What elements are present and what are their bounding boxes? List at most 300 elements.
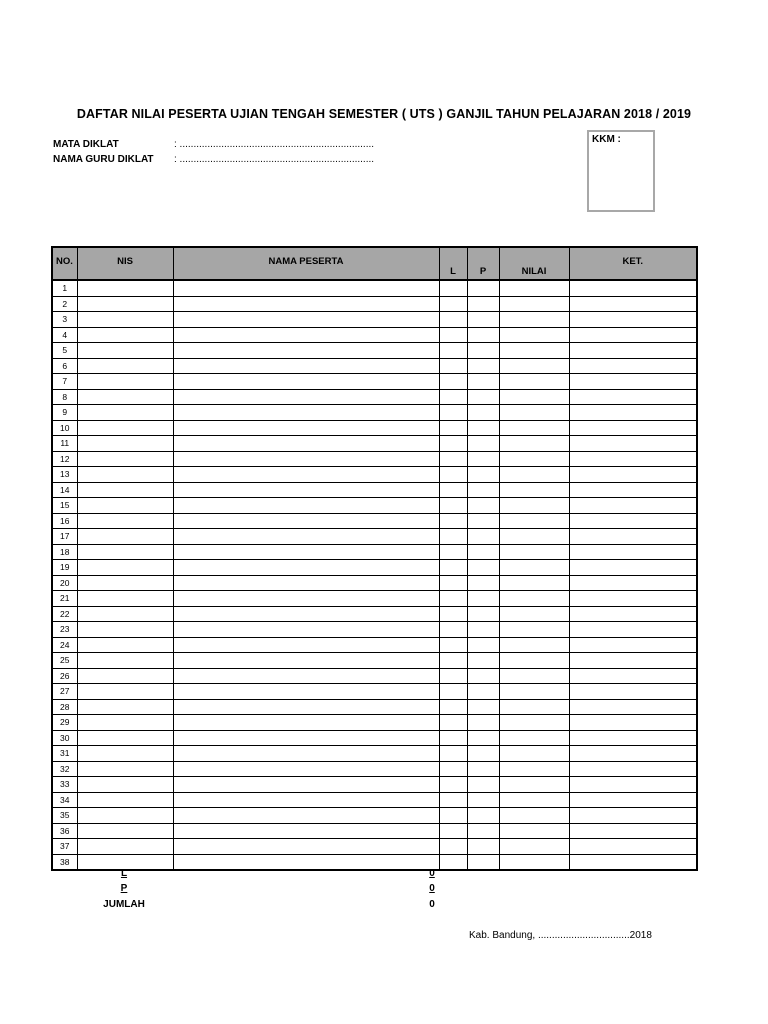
row-number: 8 xyxy=(52,389,77,405)
nama-peserta-cell xyxy=(173,358,439,374)
table-row xyxy=(52,560,697,576)
l-cell xyxy=(439,482,467,498)
nis-cell xyxy=(77,746,173,762)
nilai-cell xyxy=(499,513,569,529)
nama-peserta-cell xyxy=(173,482,439,498)
nama-peserta-cell xyxy=(173,529,439,545)
nilai-cell xyxy=(499,498,569,514)
p-cell xyxy=(467,280,499,296)
header-ket: KET. xyxy=(569,247,697,280)
row-number: 15 xyxy=(52,498,77,514)
nama-peserta-cell xyxy=(173,715,439,731)
row-number: 30 xyxy=(52,730,77,746)
p-cell xyxy=(467,792,499,808)
nama-peserta-cell xyxy=(173,343,439,359)
row-number: 31 xyxy=(52,746,77,762)
ket-cell xyxy=(569,761,697,777)
row-number: 23 xyxy=(52,622,77,638)
p-cell xyxy=(467,854,499,870)
nis-cell xyxy=(77,280,173,296)
l-cell xyxy=(439,606,467,622)
ket-cell xyxy=(569,405,697,421)
ket-cell xyxy=(569,622,697,638)
ket-cell xyxy=(569,699,697,715)
row-number: 10 xyxy=(52,420,77,436)
nis-cell xyxy=(77,839,173,855)
nis-cell xyxy=(77,591,173,607)
l-cell xyxy=(439,823,467,839)
place-date: Kab. Bandung, .................................2018 xyxy=(469,930,652,941)
nilai-cell xyxy=(499,591,569,607)
l-cell xyxy=(439,699,467,715)
field-value: : ...................................................................... xyxy=(174,154,375,165)
nilai-cell xyxy=(499,699,569,715)
table-row xyxy=(52,420,697,436)
ket-cell xyxy=(569,374,697,390)
l-cell xyxy=(439,280,467,296)
nilai-cell xyxy=(499,280,569,296)
table-row xyxy=(52,482,697,498)
nis-cell xyxy=(77,699,173,715)
p-cell xyxy=(467,343,499,359)
l-cell xyxy=(439,451,467,467)
ket-cell xyxy=(569,854,697,870)
l-cell xyxy=(439,777,467,793)
p-cell xyxy=(467,560,499,576)
nilai-cell xyxy=(499,374,569,390)
nis-cell xyxy=(77,529,173,545)
nama-peserta-cell xyxy=(173,637,439,653)
l-cell xyxy=(439,374,467,390)
table-header-row xyxy=(52,247,697,280)
table-row xyxy=(52,637,697,653)
nama-peserta-cell xyxy=(173,436,439,452)
ket-cell xyxy=(569,467,697,483)
l-cell xyxy=(439,684,467,700)
nama-peserta-cell xyxy=(173,560,439,576)
p-cell xyxy=(467,622,499,638)
row-number: 7 xyxy=(52,374,77,390)
nis-cell xyxy=(77,668,173,684)
table-row xyxy=(52,839,697,855)
nama-peserta-cell xyxy=(173,653,439,669)
nama-peserta-cell xyxy=(173,467,439,483)
row-number: 28 xyxy=(52,699,77,715)
l-cell xyxy=(439,653,467,669)
l-cell xyxy=(439,560,467,576)
l-cell xyxy=(439,467,467,483)
p-cell xyxy=(467,498,499,514)
table-row xyxy=(52,591,697,607)
nama-peserta-cell xyxy=(173,374,439,390)
table-row xyxy=(52,792,697,808)
p-cell xyxy=(467,839,499,855)
nama-peserta-cell xyxy=(173,296,439,312)
row-number: 26 xyxy=(52,668,77,684)
p-cell xyxy=(467,761,499,777)
nis-cell xyxy=(77,296,173,312)
nama-peserta-cell xyxy=(173,575,439,591)
row-number: 22 xyxy=(52,606,77,622)
nama-peserta-cell xyxy=(173,761,439,777)
table-row xyxy=(52,684,697,700)
nilai-cell xyxy=(499,296,569,312)
nama-peserta-cell xyxy=(173,312,439,328)
nama-peserta-cell xyxy=(173,684,439,700)
nis-cell xyxy=(77,312,173,328)
nis-cell xyxy=(77,374,173,390)
nis-cell xyxy=(77,436,173,452)
l-cell xyxy=(439,420,467,436)
nama-peserta-cell xyxy=(173,389,439,405)
table-row xyxy=(52,746,697,762)
score-table xyxy=(51,246,698,871)
nis-cell xyxy=(77,389,173,405)
row-number: 12 xyxy=(52,451,77,467)
ket-cell xyxy=(569,513,697,529)
table-row xyxy=(52,327,697,343)
nilai-cell xyxy=(499,327,569,343)
nis-cell xyxy=(77,420,173,436)
table-row xyxy=(52,436,697,452)
p-cell xyxy=(467,420,499,436)
nilai-cell xyxy=(499,653,569,669)
ket-cell xyxy=(569,389,697,405)
p-cell xyxy=(467,358,499,374)
ket-cell xyxy=(569,808,697,824)
row-number: 14 xyxy=(52,482,77,498)
l-cell xyxy=(439,498,467,514)
row-number: 1 xyxy=(52,280,77,296)
table-row xyxy=(52,296,697,312)
p-cell xyxy=(467,715,499,731)
p-cell xyxy=(467,591,499,607)
nama-peserta-cell xyxy=(173,451,439,467)
table-row xyxy=(52,467,697,483)
table-row xyxy=(52,653,697,669)
l-cell xyxy=(439,513,467,529)
p-cell xyxy=(467,436,499,452)
nilai-cell xyxy=(499,529,569,545)
l-cell xyxy=(439,746,467,762)
field-value: : ...................................................................... xyxy=(174,139,375,150)
kkm-label: KKM : xyxy=(592,134,621,145)
row-number: 38 xyxy=(52,854,77,870)
nis-cell xyxy=(77,653,173,669)
row-number: 4 xyxy=(52,327,77,343)
nilai-cell xyxy=(499,622,569,638)
p-cell xyxy=(467,575,499,591)
row-number: 24 xyxy=(52,637,77,653)
ket-cell xyxy=(569,777,697,793)
nilai-cell xyxy=(499,312,569,328)
nilai-cell xyxy=(499,839,569,855)
nilai-cell xyxy=(499,575,569,591)
nis-cell xyxy=(77,482,173,498)
nama-peserta-cell xyxy=(173,622,439,638)
ket-cell xyxy=(569,358,697,374)
p-cell xyxy=(467,451,499,467)
ket-cell xyxy=(569,544,697,560)
table-row xyxy=(52,343,697,359)
ket-cell xyxy=(569,715,697,731)
header-nama-peserta: NAMA PESERTA xyxy=(173,247,439,280)
l-cell xyxy=(439,436,467,452)
nilai-cell xyxy=(499,792,569,808)
l-cell xyxy=(439,808,467,824)
l-cell xyxy=(439,529,467,545)
table-row xyxy=(52,854,697,870)
ket-cell xyxy=(569,823,697,839)
row-number: 19 xyxy=(52,560,77,576)
table-row xyxy=(52,777,697,793)
table-row xyxy=(52,715,697,731)
nilai-cell xyxy=(499,560,569,576)
nilai-cell xyxy=(499,405,569,421)
p-cell xyxy=(467,482,499,498)
nama-peserta-cell xyxy=(173,405,439,421)
nis-cell xyxy=(77,730,173,746)
l-cell xyxy=(439,405,467,421)
nilai-cell xyxy=(499,467,569,483)
p-cell xyxy=(467,684,499,700)
ket-cell xyxy=(569,839,697,855)
nama-peserta-cell xyxy=(173,544,439,560)
nama-peserta-cell xyxy=(173,823,439,839)
nis-cell xyxy=(77,606,173,622)
ket-cell xyxy=(569,296,697,312)
p-cell xyxy=(467,374,499,390)
l-cell xyxy=(439,761,467,777)
nilai-cell xyxy=(499,761,569,777)
p-cell xyxy=(467,327,499,343)
ket-cell xyxy=(569,529,697,545)
row-number: 33 xyxy=(52,777,77,793)
row-number: 9 xyxy=(52,405,77,421)
row-number: 35 xyxy=(52,808,77,824)
p-cell xyxy=(467,467,499,483)
row-number: 20 xyxy=(52,575,77,591)
ket-cell xyxy=(569,668,697,684)
ket-cell xyxy=(569,637,697,653)
header-p: P xyxy=(467,247,499,280)
l-cell xyxy=(439,358,467,374)
nilai-cell xyxy=(499,606,569,622)
nilai-cell xyxy=(499,544,569,560)
ket-cell xyxy=(569,746,697,762)
p-cell xyxy=(467,653,499,669)
nama-peserta-cell xyxy=(173,327,439,343)
nis-cell xyxy=(77,808,173,824)
p-cell xyxy=(467,808,499,824)
header-nilai: NILAI xyxy=(499,247,569,280)
nama-peserta-cell xyxy=(173,498,439,514)
nama-peserta-cell xyxy=(173,513,439,529)
ket-cell xyxy=(569,436,697,452)
nilai-cell xyxy=(499,823,569,839)
nama-peserta-cell xyxy=(173,730,439,746)
row-number: 34 xyxy=(52,792,77,808)
nilai-cell xyxy=(499,343,569,359)
ket-cell xyxy=(569,730,697,746)
field-nama-guru-diklat xyxy=(53,154,374,165)
l-cell xyxy=(439,327,467,343)
summary-p-label: P xyxy=(120,883,128,894)
ket-cell xyxy=(569,684,697,700)
row-number: 2 xyxy=(52,296,77,312)
p-cell xyxy=(467,606,499,622)
table-row xyxy=(52,358,697,374)
l-cell xyxy=(439,389,467,405)
nis-cell xyxy=(77,467,173,483)
field-mata-diklat xyxy=(53,139,374,150)
ket-cell xyxy=(569,343,697,359)
table-row xyxy=(52,451,697,467)
nis-cell xyxy=(77,823,173,839)
ket-cell xyxy=(569,560,697,576)
p-cell xyxy=(467,296,499,312)
l-cell xyxy=(439,839,467,855)
nis-cell xyxy=(77,715,173,731)
table-row xyxy=(52,699,697,715)
l-cell xyxy=(439,343,467,359)
nis-cell xyxy=(77,451,173,467)
p-cell xyxy=(467,312,499,328)
row-number: 18 xyxy=(52,544,77,560)
l-cell xyxy=(439,668,467,684)
nilai-cell xyxy=(499,746,569,762)
l-cell xyxy=(439,730,467,746)
ket-cell xyxy=(569,451,697,467)
nis-cell xyxy=(77,513,173,529)
nis-cell xyxy=(77,575,173,591)
header-l: L xyxy=(439,247,467,280)
table-row xyxy=(52,730,697,746)
nis-cell xyxy=(77,544,173,560)
p-cell xyxy=(467,389,499,405)
nama-peserta-cell xyxy=(173,808,439,824)
ket-cell xyxy=(569,498,697,514)
nama-peserta-cell xyxy=(173,699,439,715)
l-cell xyxy=(439,622,467,638)
nilai-cell xyxy=(499,777,569,793)
nilai-cell xyxy=(499,715,569,731)
row-number: 37 xyxy=(52,839,77,855)
ket-cell xyxy=(569,482,697,498)
p-cell xyxy=(467,699,499,715)
nilai-cell xyxy=(499,389,569,405)
nis-cell xyxy=(77,327,173,343)
nilai-cell xyxy=(499,358,569,374)
nis-cell xyxy=(77,777,173,793)
nis-cell xyxy=(77,792,173,808)
p-cell xyxy=(467,637,499,653)
table-row xyxy=(52,823,697,839)
ket-cell xyxy=(569,312,697,328)
table-row xyxy=(52,513,697,529)
row-number: 6 xyxy=(52,358,77,374)
row-number: 27 xyxy=(52,684,77,700)
summary-l-value: 0 xyxy=(429,868,435,879)
ket-cell xyxy=(569,575,697,591)
ket-cell xyxy=(569,327,697,343)
table-row xyxy=(52,544,697,560)
page-title: DAFTAR NILAI PESERTA UJIAN TENGAH SEMESTER ( UTS ) GANJIL TAHUN PELAJARAN 2018 / 2019 xyxy=(76,107,692,121)
nis-cell xyxy=(77,498,173,514)
header-nis: NIS xyxy=(77,247,173,280)
table-row xyxy=(52,405,697,421)
row-number: 13 xyxy=(52,467,77,483)
nama-peserta-cell xyxy=(173,839,439,855)
row-number: 36 xyxy=(52,823,77,839)
p-cell xyxy=(467,405,499,421)
l-cell xyxy=(439,637,467,653)
p-cell xyxy=(467,746,499,762)
header-no: NO. xyxy=(52,247,77,280)
summary-p-value: 0 xyxy=(429,883,435,894)
nilai-cell xyxy=(499,420,569,436)
l-cell xyxy=(439,854,467,870)
ket-cell xyxy=(569,606,697,622)
table-row xyxy=(52,668,697,684)
nama-peserta-cell xyxy=(173,591,439,607)
row-number: 17 xyxy=(52,529,77,545)
field-label: MATA DIKLAT xyxy=(53,139,119,150)
nis-cell xyxy=(77,560,173,576)
nilai-cell xyxy=(499,668,569,684)
table-row xyxy=(52,280,697,296)
table-row xyxy=(52,498,697,514)
l-cell xyxy=(439,591,467,607)
summary-l-label: L xyxy=(120,868,128,879)
nilai-cell xyxy=(499,808,569,824)
p-cell xyxy=(467,513,499,529)
nis-cell xyxy=(77,761,173,777)
summary-jumlah-value: 0 xyxy=(429,899,435,910)
field-label: NAMA GURU DIKLAT xyxy=(53,154,154,165)
nama-peserta-cell xyxy=(173,420,439,436)
row-number: 32 xyxy=(52,761,77,777)
summary-jumlah-label: JUMLAH xyxy=(103,899,145,910)
nilai-cell xyxy=(499,482,569,498)
l-cell xyxy=(439,312,467,328)
nis-cell xyxy=(77,358,173,374)
ket-cell xyxy=(569,280,697,296)
row-number: 25 xyxy=(52,653,77,669)
nama-peserta-cell xyxy=(173,777,439,793)
table-row xyxy=(52,529,697,545)
l-cell xyxy=(439,544,467,560)
l-cell xyxy=(439,296,467,312)
nama-peserta-cell xyxy=(173,792,439,808)
nama-peserta-cell xyxy=(173,668,439,684)
table-row xyxy=(52,808,697,824)
table-row xyxy=(52,312,697,328)
nilai-cell xyxy=(499,684,569,700)
table-row xyxy=(52,374,697,390)
nilai-cell xyxy=(499,730,569,746)
table-row xyxy=(52,389,697,405)
row-number: 21 xyxy=(52,591,77,607)
nis-cell xyxy=(77,405,173,421)
l-cell xyxy=(439,575,467,591)
p-cell xyxy=(467,730,499,746)
row-number: 29 xyxy=(52,715,77,731)
table-row xyxy=(52,606,697,622)
nama-peserta-cell xyxy=(173,854,439,870)
nis-cell xyxy=(77,637,173,653)
nis-cell xyxy=(77,622,173,638)
